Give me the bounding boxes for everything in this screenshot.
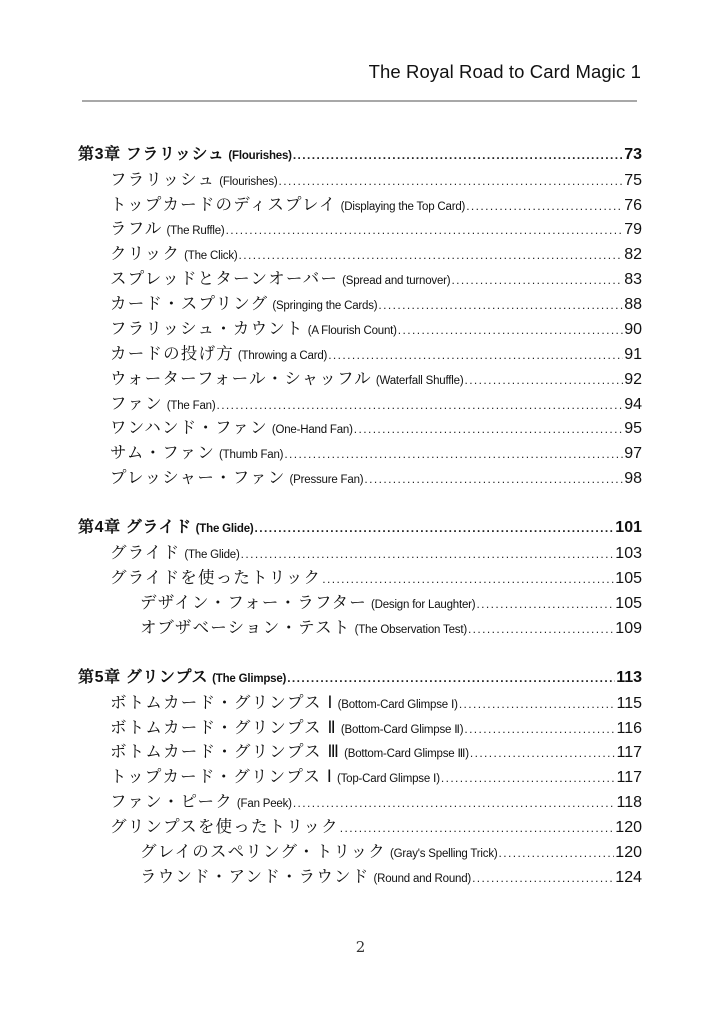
dot-leader — [287, 671, 615, 685]
toc-title-jp: ワンハンド・ファン — [110, 419, 268, 437]
toc-entry[interactable] — [110, 340, 642, 364]
dot-leader — [226, 223, 624, 237]
toc-title-jp: オブザベーション・テスト — [140, 619, 351, 637]
dot-leader — [464, 373, 623, 387]
dot-leader — [459, 697, 616, 711]
toc-title-jp: グライドを使ったトリック — [110, 569, 322, 587]
toc-page-number: 94 — [624, 396, 642, 413]
toc-title-jp: フラリッシュ — [110, 171, 216, 189]
toc-page-number: 92 — [624, 371, 642, 388]
toc-title-en: (Springing the Cards) — [272, 300, 378, 312]
dot-leader — [293, 148, 623, 162]
toc-entry[interactable] — [110, 240, 642, 264]
toc-title-en: (Spread and turnover) — [342, 275, 451, 287]
dot-leader — [464, 722, 615, 736]
dot-leader — [328, 348, 623, 362]
toc-title-en: (Bottom-Card Glimpse Ⅰ) — [337, 699, 458, 711]
toc-title-jp: グレイのスペリング・トリック — [140, 843, 386, 861]
toc-title-jp: スプレッドとターンオーバー — [110, 270, 339, 288]
toc-entry[interactable] — [110, 689, 642, 713]
toc-title-jp: 第3章 フラリッシュ — [78, 146, 225, 163]
toc-page-number: 120 — [615, 819, 642, 836]
toc-page-number: 83 — [624, 271, 642, 288]
dot-leader — [239, 248, 624, 262]
toc-title-jp: ファン・ピーク — [110, 793, 233, 811]
toc-page-number: 115 — [616, 695, 642, 712]
toc-entry[interactable] — [140, 589, 642, 613]
toc-entry[interactable] — [140, 863, 642, 887]
toc-entry[interactable] — [110, 564, 642, 588]
toc-entry[interactable] — [110, 191, 642, 215]
dot-leader — [216, 398, 623, 412]
toc-page-number: 120 — [615, 844, 642, 861]
toc-entry[interactable] — [110, 265, 642, 289]
toc-title-en: (The Glimpse) — [212, 673, 287, 685]
toc-page-number: 116 — [616, 720, 642, 737]
toc-chapter-5[interactable] — [78, 664, 642, 688]
toc-title-en: (The Fan) — [166, 400, 216, 412]
dot-leader — [340, 821, 615, 835]
toc-chapter-4[interactable] — [78, 514, 642, 538]
toc-page-number: 97 — [624, 445, 642, 462]
toc-page-number: 109 — [615, 620, 642, 637]
toc-entry[interactable] — [110, 166, 642, 190]
toc-entry[interactable] — [110, 290, 642, 314]
dot-leader — [476, 597, 614, 611]
toc-entry[interactable] — [140, 838, 642, 862]
header-rule — [82, 100, 637, 102]
dot-leader — [241, 547, 615, 561]
toc-title-jp: カードの投げ方 — [110, 345, 234, 363]
toc-page-number: 88 — [624, 296, 642, 313]
toc-title-jp: ボトムカード・グリンプス Ⅰ — [110, 694, 334, 712]
dot-leader — [364, 472, 623, 486]
toc-page-number: 90 — [624, 321, 642, 338]
toc-title-en: (The Glide) — [195, 523, 254, 535]
toc-title-jp: 第4章 グライド — [78, 519, 192, 536]
toc-page-number: 79 — [624, 221, 642, 238]
toc-page-number: 103 — [615, 545, 642, 562]
dot-leader — [451, 273, 623, 287]
dot-leader — [284, 447, 623, 461]
toc-title-jp: デザイン・フォー・ラフター — [140, 594, 367, 612]
toc-page-number: 117 — [616, 744, 642, 761]
toc-page-number: 76 — [624, 197, 642, 214]
toc-title-en: (Design for Laughter) — [370, 599, 476, 611]
toc-entry[interactable] — [110, 365, 642, 389]
toc-title-jp: ファン — [110, 395, 163, 413]
toc-title-jp: ボトムカード・グリンプス Ⅱ — [110, 719, 337, 737]
toc-entry[interactable] — [110, 439, 642, 463]
toc-title-jp: サム・ファン — [110, 444, 216, 462]
toc-title-en: (Bottom-Card Glimpse Ⅲ) — [344, 748, 469, 760]
toc-page-number: 91 — [624, 346, 642, 363]
toc-title-en: (Throwing a Card) — [237, 350, 328, 362]
running-head: The Royal Road to Card Magic 1 — [368, 61, 641, 82]
toc-page-number: 73 — [624, 146, 642, 163]
toc-title-jp: ボトムカード・グリンプス Ⅲ — [110, 743, 341, 761]
dot-leader — [466, 199, 623, 213]
toc-title-en: (A Flourish Count) — [307, 325, 397, 337]
toc-title-en: (The Ruffle) — [166, 225, 225, 237]
dot-leader — [255, 521, 615, 535]
dot-leader — [279, 174, 624, 188]
toc-page-number: 98 — [624, 470, 642, 487]
toc-title-en: (Flourishes) — [228, 150, 292, 162]
dot-leader — [378, 298, 623, 312]
toc-title-en: (Displaying the Top Card) — [340, 201, 466, 213]
toc-title-en: (Round and Round) — [373, 873, 472, 885]
toc-title-jp: トップカードのディスプレイ — [110, 196, 337, 214]
dot-leader — [472, 871, 614, 885]
toc-page-number: 113 — [616, 669, 642, 686]
toc-title-jp: ラフル — [110, 220, 163, 238]
toc-entry[interactable] — [140, 614, 642, 638]
toc-page-number: 105 — [615, 595, 642, 612]
toc-title-en: (Fan Peek) — [236, 798, 292, 810]
toc-page-number: 95 — [624, 420, 642, 437]
toc-title-en: (Thumb Fan) — [219, 449, 284, 461]
toc-title-en: (Gray's Spelling Trick) — [390, 848, 498, 860]
toc-entry[interactable] — [110, 813, 642, 837]
toc-entry[interactable] — [110, 763, 642, 787]
toc-page-number: 75 — [624, 172, 642, 189]
toc-title-en: (The Observation Test) — [354, 624, 467, 636]
toc-title-jp: クリック — [110, 245, 181, 263]
dot-leader — [441, 771, 616, 785]
page-number-footer: 2 — [355, 938, 366, 956]
toc-chapter-3[interactable] — [78, 141, 642, 165]
toc-title-jp: プレッシャー・ファン — [110, 469, 286, 487]
toc-entry[interactable] — [110, 738, 642, 762]
toc-entry[interactable] — [110, 390, 642, 414]
dot-leader — [470, 746, 616, 760]
toc-title-jp: トップカード・グリンプス Ⅰ — [110, 768, 333, 786]
dot-leader — [354, 422, 623, 436]
toc-title-jp: グリンプスを使ったトリック — [110, 818, 339, 836]
toc-title-en: (Pressure Fan) — [289, 474, 364, 486]
toc-title-jp: ラウンド・アンド・ラウンド — [140, 868, 370, 886]
dot-leader — [293, 796, 616, 810]
toc-entry[interactable] — [110, 464, 642, 488]
toc-page-number: 117 — [616, 769, 642, 786]
toc-title-jp: ウォーターフォール・シャッフル — [110, 370, 372, 388]
toc-title-en: (The Glide) — [184, 549, 240, 561]
toc-entry[interactable] — [110, 788, 642, 812]
toc-page-number: 105 — [615, 570, 642, 587]
toc-title-en: (Flourishes) — [219, 176, 278, 188]
toc-entry[interactable] — [110, 315, 642, 339]
toc-entry[interactable] — [110, 539, 642, 563]
toc-page-number: 124 — [615, 869, 642, 886]
toc-title-jp: 第5章 グリンプス — [78, 669, 209, 686]
dot-leader — [468, 622, 614, 636]
toc-entry[interactable] — [110, 714, 642, 738]
toc-page-number: 82 — [624, 246, 642, 263]
toc-page-number: 101 — [615, 519, 642, 536]
toc-title-en: (The Click) — [184, 250, 238, 262]
dot-leader — [499, 846, 615, 860]
dot-leader — [398, 323, 623, 337]
dot-leader — [322, 572, 614, 586]
toc-title-jp: フラリッシュ・カウント — [110, 320, 304, 338]
toc-title-en: (Top-Card Glimpse Ⅰ) — [336, 773, 440, 785]
toc-title-en: (One-Hand Fan) — [271, 424, 353, 436]
toc-title-jp: カード・スプリング — [110, 295, 269, 313]
toc-entry[interactable] — [110, 414, 642, 438]
toc-title-en: (Waterfall Shuffle) — [375, 375, 464, 387]
toc-page-number: 118 — [616, 794, 642, 811]
toc-entry[interactable] — [110, 215, 642, 239]
toc-title-jp: グライド — [110, 544, 181, 562]
toc-title-en: (Bottom-Card Glimpse Ⅱ) — [340, 724, 464, 736]
